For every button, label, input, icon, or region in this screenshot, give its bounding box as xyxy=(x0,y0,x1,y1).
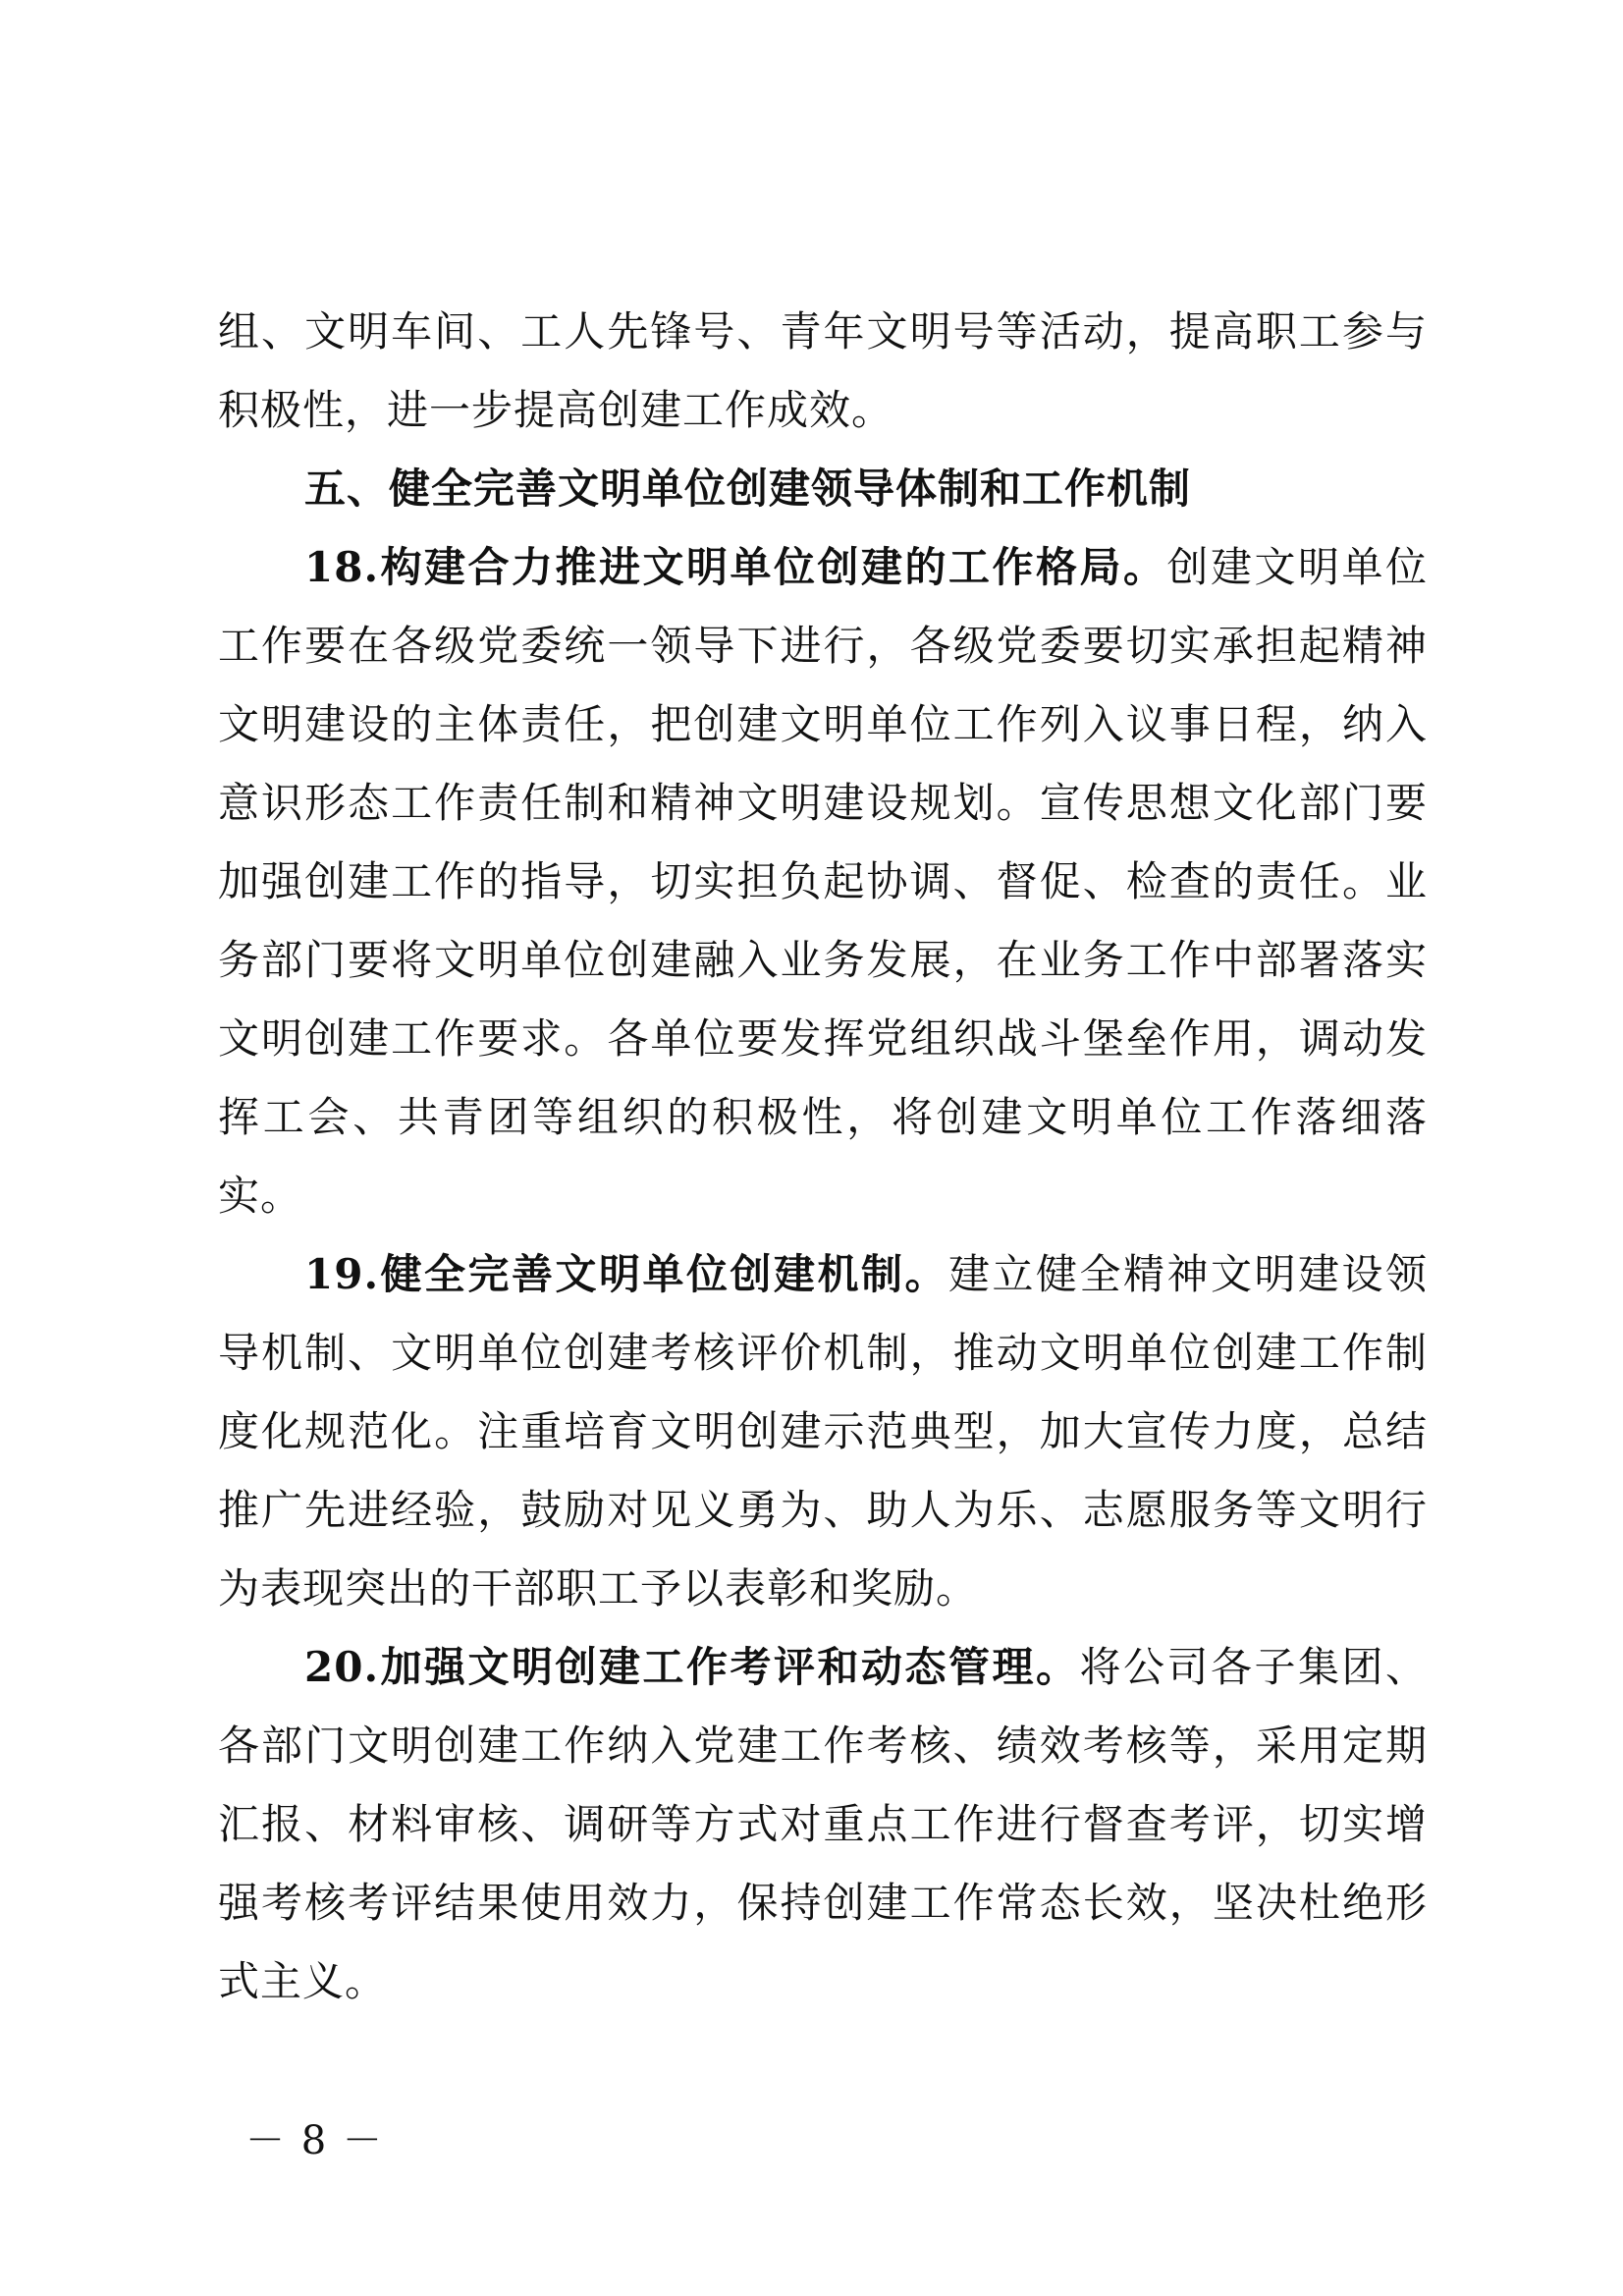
page-number: － 8 － xyxy=(245,2118,384,2163)
item-20-text: 将公司各子集团、各部门文明创建工作纳入党建工作考核、绩效考核等，采用定期汇报、材料审核、调研等方式对重点工作进行督查考评，切实增强考核考评结果使用效力，保持创建工作常态长效，坚决杜绝形式主义。 xyxy=(218,1643,1428,2005)
item-19-text: 建立健全精神文明建设领导机制、文明单位创建考核评价机制，推动文明单位创建工作制度化规范化。注重培育文明创建示范典型，加大宣传力度，总结推广先进经验，鼓励对见义勇为、助人为乐、志愿服务等文明行为表现突出的干部职工予以表彰和奖励。 xyxy=(218,1250,1428,1613)
section-heading: 五、健全完善文明单位创建领导体制和工作机制 xyxy=(304,465,1192,513)
item-20-lead: 20.加强文明创建工作考评和动态管理。 xyxy=(304,1643,1080,1691)
item-18-paragraph xyxy=(218,528,1428,1235)
item-18-text: 创建文明单位工作要在各级党委统一领导下进行，各级党委要切实承担起精神文明建设的主体责任，把创建文明单位工作列入议事日程，纳入意识形态工作责任制和精神文明建设规划。宣传思想文化部门要加强创建工作的指导，切实担负起协调、督促、检查的责任。业务部门要将文明单位创建融入业务发展，在业务工作中部署落实文明创建工作要求。各单位要发挥党组织战斗堡垒作用，调动发挥工会、共青团等组织的积极性，将创建文明单位工作落细落实。 xyxy=(218,543,1428,1220)
continued-paragraph: 组、文明车间、工人先锋号、青年文明号等活动，提高职工参与积极性，进一步提高创建工作成效。 xyxy=(218,307,1428,434)
item-19-paragraph xyxy=(218,1235,1428,1628)
document-body xyxy=(218,293,1428,2021)
item-18-lead: 18.构建合力推进文明单位创建的工作格局。 xyxy=(304,543,1167,591)
item-19-lead: 19.健全完善文明单位创建机制。 xyxy=(304,1250,949,1298)
item-20-paragraph xyxy=(218,1628,1428,2021)
